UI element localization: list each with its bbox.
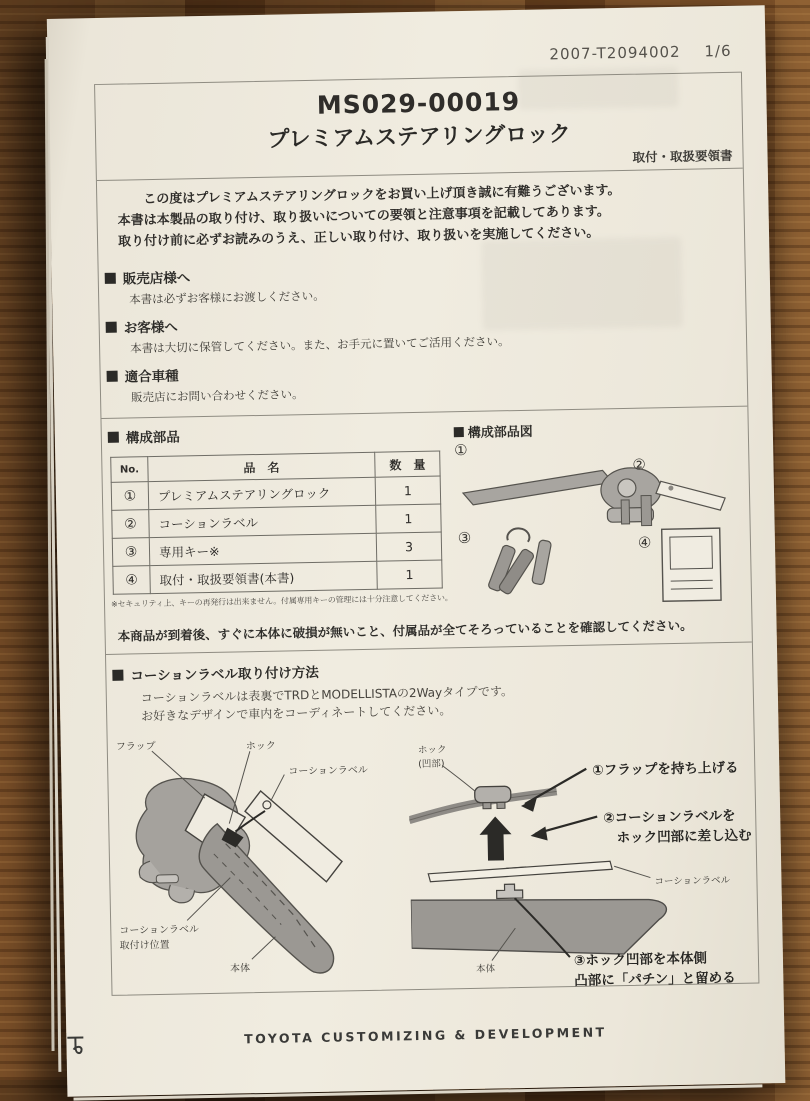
parts-table [110, 451, 443, 595]
square-bullet-icon [108, 432, 119, 443]
part-no: ② [112, 510, 150, 539]
part-name: 取付・取扱要領書(本書) [150, 562, 377, 594]
product-code: MS029-00019 [95, 83, 741, 124]
install-diagram-overview [107, 725, 412, 1011]
intro-line: 本書は本製品の取り付け、取り扱いについての要領と注意事項を記載してあります。 [117, 200, 725, 232]
label-position-label: コーションラベル 取付け位置 [119, 921, 199, 953]
section-dealer [105, 256, 746, 308]
install-diagram-steps [407, 718, 758, 1005]
label-install-heading: コーションラベル取り付け方法 [130, 661, 319, 685]
key-security-footnote: ※セキュリティ上、キーの再発行は出来ません。付属専用キーの管理には十分注意してください。 [111, 593, 453, 611]
title-block [95, 73, 743, 181]
part-name: プレミアムステアリングロック [148, 478, 375, 510]
arrival-check-notice: 本商品が到着後、すぐに本体に破損が無いこと、付属品が全てそろっていることを確認してください。 [117, 615, 743, 645]
item-number: ① [454, 441, 468, 459]
table-row [113, 560, 442, 594]
part-qty: 1 [377, 560, 443, 589]
square-bullet-icon [106, 322, 117, 333]
part-qty: 1 [375, 476, 441, 505]
part-qty: 1 [376, 504, 442, 533]
label-install-section [112, 653, 753, 726]
section-heading: 販売店様へ [123, 267, 191, 288]
document-number: 2007-T2094002 [549, 43, 681, 64]
section-customer [106, 305, 747, 357]
caution-label-label: コーションラベル [654, 872, 730, 887]
section-body: 販売店にお問い合わせください。 [131, 378, 747, 406]
parts-figure-heading: 構成部品図 [468, 421, 533, 441]
footer-logo-line [66, 1021, 784, 1050]
item-number: ③ [458, 529, 472, 547]
install-diagrams [107, 718, 758, 1012]
intro-paragraph [97, 169, 744, 260]
desc-line: コーションラベルは表裏でTRDとMODELLISTAの2Wayタイプです。 [141, 678, 753, 708]
parts-section [102, 413, 752, 623]
caution-label-label: コーションラベル [288, 761, 368, 778]
part-qty: 3 [376, 532, 442, 561]
document-sheet [47, 5, 786, 1097]
square-bullet-icon [454, 427, 464, 437]
hook-label: ホック [246, 737, 276, 753]
parts-figure [454, 417, 750, 610]
page-title: プレミアムステアリングロック [96, 114, 742, 157]
body-label: 本体 [476, 961, 495, 975]
page-stack-edge [74, 1084, 763, 1100]
horizontal-rule [106, 642, 752, 655]
section-body: 本書は大切に保管してください。また、お手元に置いてご活用ください。 [130, 329, 746, 357]
square-bullet-icon [105, 273, 116, 284]
section-heading: お客様へ [124, 316, 178, 337]
parts-heading: 構成部品 [126, 426, 180, 447]
desc-line: お好きなデザインで車内をコーディネートしてください。 [141, 696, 753, 726]
part-no: ③ [112, 538, 150, 567]
document-type-label: 取付・取扱要領書 [96, 146, 742, 176]
col-qty: 数 量 [375, 451, 440, 477]
page-indicator: 1/6 [704, 42, 731, 61]
part-no: ④ [113, 566, 151, 595]
tcd-logo-icon [66, 1034, 84, 1060]
parts-list [108, 421, 453, 611]
content-border-box [94, 72, 759, 996]
intro-line: 取り付け前に必ずお読みのうえ、正しい取り付け、取り扱いを実施してください。 [118, 221, 726, 253]
part-name: 専用キー※ [149, 534, 376, 566]
parts-figure-canvas [454, 436, 747, 610]
step2-text: ②コーションラベルを ホック凹部に差し込む [603, 804, 752, 847]
step3-text: ③ホック凹部を本体側 凸部に「パチン」と留める [574, 946, 736, 989]
document-number-line [549, 42, 731, 63]
col-name: 品 名 [148, 453, 375, 482]
section-heading: 適合車種 [124, 365, 178, 386]
col-no: No. [111, 457, 148, 483]
item-number: ② [632, 456, 646, 474]
parts-figure-drawing [454, 436, 747, 610]
body-label: 本体 [230, 960, 250, 975]
square-bullet-icon [107, 371, 118, 382]
part-name: コーションラベル [149, 506, 376, 538]
square-bullet-icon [112, 670, 123, 681]
intro-line: この度はプレミアムステアリングロックをお買い上げ頂き誠に有難うございます。 [117, 179, 725, 211]
section-body: 本書は必ずお客様にお渡しください。 [129, 280, 745, 308]
step1-text: ①フラップを持ち上げる [592, 756, 739, 779]
hook-recess-label: ホック (凹部) [418, 742, 447, 771]
part-no: ① [111, 482, 149, 511]
item-number: ④ [638, 534, 652, 552]
flap-label: フラップ [116, 737, 156, 753]
footer-logo-text: TOYOTA CUSTOMIZING & DEVELOPMENT [244, 1024, 607, 1046]
section-vehicles [106, 354, 747, 406]
label-install-desc [141, 678, 754, 726]
